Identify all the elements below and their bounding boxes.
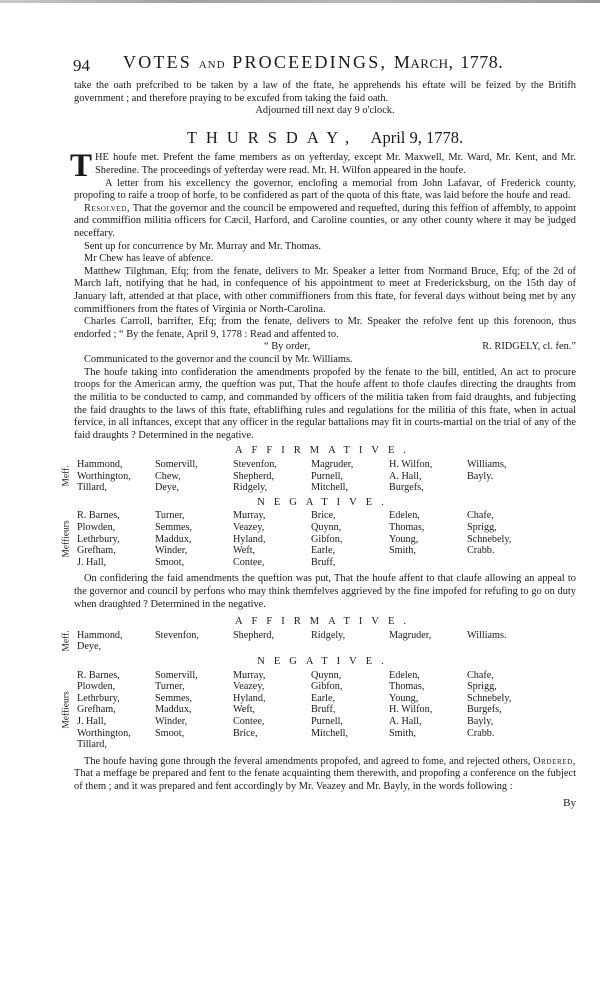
member-name: Gibfon, [311, 533, 343, 545]
member-name [311, 739, 389, 751]
member-name: Stevenfon, [233, 459, 277, 471]
member-name: Smoot, [155, 727, 185, 739]
member-name: Williams. [467, 629, 507, 641]
member-name: Quynn, [311, 522, 342, 533]
member-name: Deye, [155, 482, 180, 494]
member-name: Veazey, [233, 681, 265, 693]
running-head [73, 52, 576, 80]
member-name: Magruder, [389, 629, 432, 641]
member-name: Bruff, [311, 556, 336, 568]
member-name [389, 641, 467, 653]
member-name: Brice, [233, 727, 258, 739]
member-name: Murray, [233, 669, 266, 681]
member-name: Lethrbury, [77, 692, 120, 704]
member-name: Edelen, [389, 510, 420, 522]
adjournment-line: Adjourned till next day 9 o'clock. [255, 105, 395, 117]
member-name: A. Hall, [389, 715, 422, 727]
carryover-paragraph: take the oath prefcribed to be taken by a law of the ftate, he apprehends his eftate will be feized by the Britifh government ; and therefore praying to be excufed from taking the faid oath. [74, 80, 576, 104]
member-name: Young, [389, 533, 419, 545]
member-name: Chafe, [467, 510, 494, 522]
vote2-affirmative-list [61, 629, 576, 653]
drop-cap: T [70, 148, 93, 185]
paragraph-governor-letter: A letter from his excellency the governor, enclofing a memorial from John Lafavar, of Frederick county, propofing to raife a troop of horfe, to be confidered as part of the quota of this ftate, was laid before the houfe and read. [74, 177, 576, 202]
member-name: Winder, [155, 545, 188, 557]
member-name: Hyland, [233, 692, 266, 704]
document-page [61, 52, 576, 810]
day-heading: THURSDAY, April 9, 1778. [186, 127, 464, 147]
vote1-negative-heading: NEGATIVE. [257, 496, 393, 508]
member-name: Crabb. [467, 727, 495, 739]
member-name: Tillard, [77, 482, 107, 494]
member-name: Sprigg, [467, 681, 497, 693]
member-name: Hammond, [77, 629, 123, 641]
member-name: Earle, [311, 545, 336, 557]
member-name: Shepherd, [233, 470, 275, 482]
member-name: Williams, [467, 459, 507, 471]
member-name: Sprigg, [467, 522, 497, 533]
member-name [467, 641, 545, 653]
vote2-negative-list [61, 669, 576, 751]
member-name: Thomas, [389, 522, 425, 533]
member-name: Contee, [233, 715, 265, 727]
paragraph-house-met: THE houfe met. Prefent the fame members as on yefterday, except Mr. Maxwell, Mr. Ward, Mr. Kent, and Mr. Sheredine. The proceedings of yefterday were read. Mr. H. Wilfon appeared in the houfe. [70, 148, 576, 185]
member-name: Murray, [233, 510, 266, 522]
member-name: Grefham, [77, 704, 116, 716]
member-name: R. Barnes, [77, 669, 120, 681]
paragraph-leave-absence: Mr Chew has leave of abfence. [84, 253, 214, 265]
member-name [233, 641, 311, 653]
member-name: Schnebely, [467, 692, 512, 704]
paragraph-appeal-question: On confidering the faid amendments the queftion was put, That the houfe affent to that claufe allowing an appeal to the governor and council by perfons who may think themfelves aggrieved by the fine impofed for refufing to go on duty when draughted ? Determined in the negative. [74, 573, 576, 610]
member-name: J. Hall, [77, 556, 107, 568]
member-name: Purnell, [311, 715, 343, 727]
member-name: R. Barnes, [77, 510, 120, 522]
member-name: Earle, [311, 692, 336, 704]
member-name: Crabb. [467, 545, 495, 557]
member-name: Worthington, [77, 470, 131, 482]
member-name: Quynn, [311, 669, 342, 681]
member-name: Smoot, [155, 556, 185, 568]
paragraph-resolved: Resolved, That the governor and the council be empowered and requefted, during this feffion of affembly, to appoint and commiffion militia officers for Cæcil, Harford, and Caroline counties, or any other county where it may be judged neceffary. [74, 202, 576, 239]
member-name: Lethrbury, [77, 533, 120, 545]
member-name: Plowden, [77, 522, 116, 533]
paragraph-sent-up: Sent up for concurrence by Mr. Murray and Mr. Thomas. [84, 240, 322, 252]
catchword: By [563, 797, 576, 810]
member-name: Smith, [389, 545, 416, 557]
member-name: Deye, [77, 641, 102, 653]
signature-line: “ By order, R. RIDGELY, cl. fen.” [264, 341, 576, 353]
scan-edge [0, 0, 600, 3]
member-name: Somervill, [155, 459, 198, 471]
member-name: Tillard, [77, 739, 107, 751]
member-name: Bayly, [467, 715, 494, 727]
side-label: Meffieurs [61, 520, 72, 559]
member-name [467, 482, 545, 494]
member-name: Smith, [389, 727, 416, 739]
member-name: Turner, [155, 510, 185, 522]
member-name [467, 739, 545, 751]
member-name: Maddux, [155, 533, 192, 545]
paragraph-ordered: The houfe having gone through the feveral amendments propofed, and agreed to fome, and rejected others, Ordered, That a meffage be prepared and fent to the fenate acquainting them therewith, and propofing a conference on the fubject of them ; and it was prepared and fent accordingly by Mr. Veazey and Mr. Bayly, in the words following : [74, 755, 576, 792]
member-name [467, 557, 545, 569]
vote1-affirmative-list [61, 459, 576, 494]
paragraph-carroll: Charles Carroll, barrifter, Efq; from the fenate, delivers to Mr. Speaker the refolve fent up this forenoon, thus endorfed ; “ By the fenate, April 9, 1778 : Read and affented to. [74, 316, 576, 340]
member-name: Hyland, [233, 533, 266, 545]
member-name: Grefham, [77, 545, 116, 557]
member-name: Edelen, [389, 669, 420, 681]
member-name: Bayly. [467, 470, 494, 482]
member-name: Plowden, [77, 681, 116, 693]
member-name [155, 641, 233, 653]
page-number: 94 [73, 56, 90, 75]
member-name [389, 557, 467, 569]
member-name: Burgefs, [389, 482, 424, 494]
member-name: H. Wilfon, [389, 704, 433, 716]
member-name: A. Hall, [389, 470, 422, 482]
member-name: Mitchell, [311, 727, 349, 739]
member-name: Semmes, [155, 692, 193, 704]
member-name: Weft, [233, 545, 256, 557]
member-name: Brice, [311, 510, 336, 522]
member-name: Mitchell, [311, 482, 349, 494]
member-name: Weft, [233, 704, 256, 716]
member-name: Contee, [233, 556, 265, 568]
member-name: Ridgely, [311, 629, 346, 641]
member-name: Worthington, [77, 727, 131, 739]
member-name: Young, [389, 692, 419, 704]
member-name: Veazey, [233, 522, 265, 533]
member-name: Bruff, [311, 704, 336, 716]
member-name: Semmes, [155, 522, 193, 533]
side-label: Meff. [61, 465, 72, 488]
member-name: Purnell, [311, 470, 343, 482]
side-label: Meffieurs [61, 691, 72, 729]
member-name [155, 739, 233, 751]
member-name: Maddux, [155, 704, 192, 716]
member-name: Hammond, [77, 459, 123, 471]
member-name: Schnebely, [467, 533, 512, 545]
vote1-negative-list [61, 510, 576, 568]
running-title: VOTES AND PROCEEDINGS, March, 1778. [123, 52, 504, 72]
member-name [311, 641, 389, 653]
member-name: Ridgely, [233, 482, 268, 494]
member-name: Shepherd, [233, 629, 275, 641]
member-name: Gibfon, [311, 681, 343, 693]
member-name: Burgefs, [467, 704, 502, 716]
member-name: J. Hall, [77, 715, 107, 727]
paragraph-tilghman: Matthew Tilghman, Efq; from the fenate, delivers to Mr. Speaker a letter from Normand Bruce, Efq; of the 2d of March laft, notifying that he had, in confequence of his appointment to meet at Fredericksburg, on the 15th day of January laft, attended at that place, with other commiffioners from this ftate, for feveral days without being met by any commiffioners from the ftates of Virginia or North-Carolina. [74, 265, 576, 315]
vote2-negative-heading: NEGATIVE. [257, 655, 393, 667]
member-name: Chafe, [467, 669, 494, 681]
member-name: Thomas, [389, 681, 425, 693]
member-name: Turner, [155, 681, 185, 693]
member-name [233, 739, 311, 751]
paragraph-communicated: Communicated to the governor and the council by Mr. Williams. [84, 354, 353, 366]
vote2-affirmative-heading: AFFIRMATIVE. [234, 616, 416, 628]
side-label: Meff. [61, 630, 72, 652]
member-name: Winder, [155, 715, 188, 727]
member-name [389, 739, 467, 751]
member-name: Stevenfon, [155, 629, 199, 641]
member-name: H. Wilfon, [389, 459, 433, 471]
vote1-affirmative-heading: AFFIRMATIVE. [234, 445, 416, 457]
member-name: Somervill, [155, 669, 198, 681]
member-name: Chew, [155, 470, 181, 482]
paragraph-amendments-question: The houfe taking into confideration the amendments propofed by the fenate to the bill, entitled, An act to procure troops for the American army, the queftion was put, That the houfe affent to thofe claufes directing the draughts from the militia to be conducted to camp, and commanded by officers of the militia taken from faid draughts, and fubjecting the faid draughts to the laws of this ftate, eftablifhing rules and regulations for the militia of this ftate, when in actual fervice, in all inftances, except that any officer in the regular battalions may fit in courts-martial on the trial of any of the faid draughts ? Determined in the negative. [74, 366, 576, 441]
member-name: Magruder, [311, 459, 354, 471]
